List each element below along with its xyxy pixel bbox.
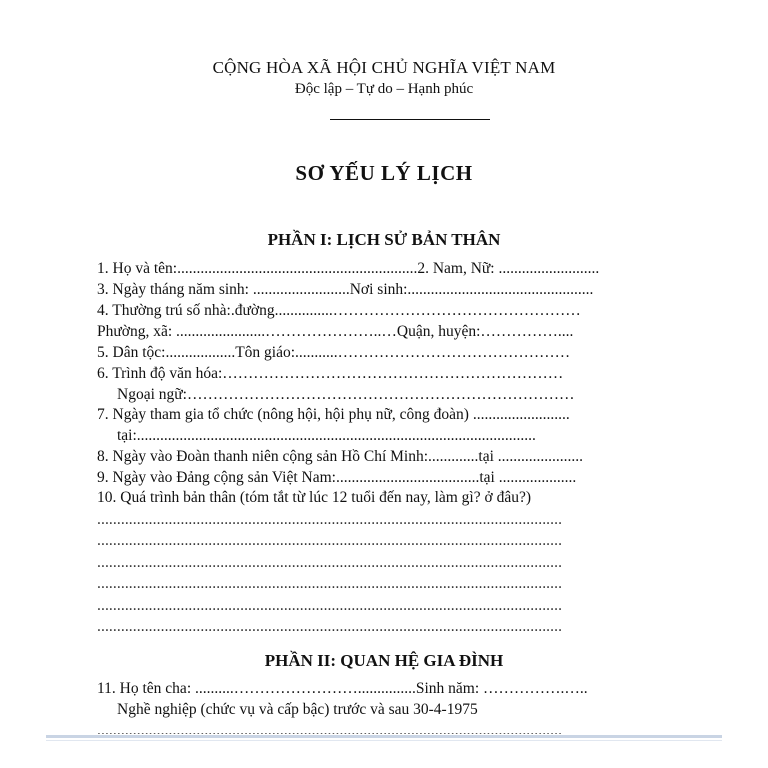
document-title: SƠ YẾU LÝ LỊCH [295, 161, 473, 185]
form-line-residence: 4. Thường trú số nhà:.đường...............………………………………………… [97, 302, 581, 319]
form-line-organization: 7. Ngày tham gia tổ chức (nông hội, hội phụ nữ, công đoàn) ......................... [97, 406, 570, 423]
form-line-full-name: 1. Họ và tên:..............................................................2. Nam, Nữ: .......................... [97, 260, 600, 277]
page-bottom-edge-shadow [46, 740, 722, 741]
form-line-party: 9. Ngày vào Đảng cộng sản Việt Nam:.....................................tại .................... [97, 469, 577, 486]
form-line-father-name: 11. Họ tên cha: ..........……………………...............Sinh năm: …………….….. [97, 680, 588, 697]
blank-line: ..................................................................................................................... [97, 532, 563, 549]
national-title: CỘNG HÒA XÃ HỘI CHỦ NGHĨA VIỆT NAM [212, 58, 556, 77]
form-line-youth-union: 8. Ngày vào Đoàn thanh niên cộng sản Hồ Chí Minh:.............tại ...................... [97, 448, 584, 465]
blank-line: ..................................................................................................................... [97, 554, 563, 571]
form-line-language: Ngoại ngữ:………………………………………………………………… [117, 386, 575, 403]
form-line-ward: Phường, xã: .......................…………………..…Quận, huyện:…………….... [97, 323, 574, 340]
page-bottom-edge [46, 735, 722, 738]
part1-heading: PHẦN I: LỊCH SỬ BẢN THÂN [267, 230, 501, 249]
blank-line: ..................................................................................................................... [97, 597, 563, 614]
blank-line: ..................................................................................................................... [97, 511, 563, 528]
form-line-birth: 3. Ngày tháng năm sinh: .........................Nơi sinh:................................................ [97, 281, 594, 298]
form-line-organization-place: tại:....................................................................................................... [117, 427, 536, 444]
form-line-education: 6. Trình độ văn hóa:………………………………………………………… [97, 365, 564, 382]
national-motto: Độc lập – Tự do – Hạnh phúc [294, 81, 474, 97]
blank-line: ..................................................................................................................... [97, 575, 563, 592]
form-line-history: 10. Quá trình bản thân (tóm tắt từ lúc 12 tuổi đến nay, làm gì? ở đâu?) [97, 489, 531, 506]
blank-line: ..................................................................................................................... [97, 618, 563, 635]
blank-line: ..................................................................................................................... [97, 722, 563, 734]
form-line-father-occupation: Nghề nghiệp (chức vụ và cấp bậc) trước và sau 30-4-1975 [117, 701, 478, 718]
header-divider [330, 119, 490, 120]
form-line-ethnicity: 5. Dân tộc:..................Tôn giáo:...........……………………………………… [97, 344, 571, 361]
part2-heading: PHẦN II: QUAN HỆ GIA ĐÌNH [264, 651, 504, 670]
